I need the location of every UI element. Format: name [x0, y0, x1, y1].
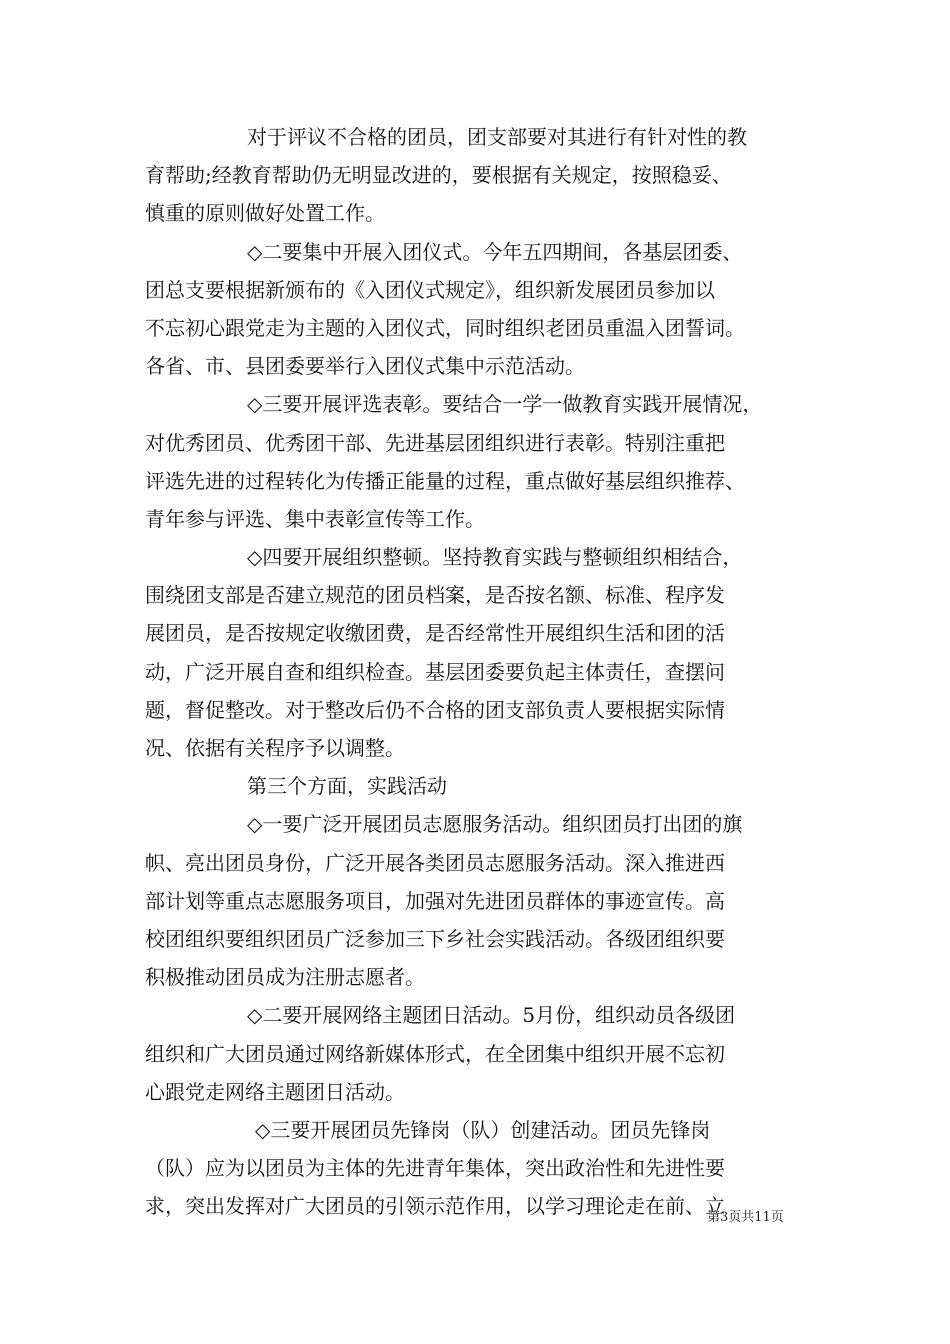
document-body — [145, 118, 825, 1225]
text-line: 积极推动团员成为注册志愿者。 — [145, 965, 425, 990]
text-line: 展团员，是否按规定收缴团费，是否经常性开展组织生活和团的活 — [145, 621, 725, 646]
text-line: 况、依据有关程序予以调整。 — [145, 736, 405, 760]
text-line: ◇三要开展团员先锋岗（队）创建活动。团员先锋岗 — [255, 1117, 711, 1142]
text-line: 各省、市、县团委要举行入团仪式集中示范活动。 — [145, 354, 585, 379]
text-line: ◇四要开展组织整顿。坚持教育实践与整顿组织相结合， — [247, 545, 743, 570]
text-line: 青年参与评选、集中表彰宣传等工作。 — [145, 506, 485, 531]
text-line: 不忘初心跟党走为主题的入团仪式，同时组织老团员重温入团誓词。 — [145, 315, 745, 340]
text-line: 围绕团支部是否建立规范的团员档案，是否按名额、标准、程序发 — [145, 583, 725, 608]
page-number-footer: 第3页共11页 — [707, 1210, 784, 1225]
text-line: 对优秀团员、优秀团干部、先进基层团组织进行表彰。特别注重把 — [145, 430, 725, 455]
text-line: 育帮助;经教育帮助仍无明显改进的，要根据有关规定，按照稳妥、 — [145, 163, 732, 188]
text-line: 动，广泛开展自查和组织检查。基层团委要负起主体责任，查摆问 — [145, 659, 725, 684]
text-line: ◇二要集中开展入团仪式。今年五四期间，各基层团委、 — [247, 239, 743, 264]
text-line: 求，突出发挥对广大团员的引领示范作用，以学习理论走在前、立 — [145, 1194, 725, 1219]
text-line: 慎重的原则做好处置工作。 — [145, 201, 385, 226]
text-line: 评选先进的过程转化为传播正能量的过程，重点做好基层组织推荐、 — [145, 468, 745, 493]
text-line: ◇二要开展网络主题团日活动。5月份，组织动员各级团 — [247, 1003, 736, 1028]
section-heading: 第三个方面，实践活动 — [247, 774, 447, 799]
text-line: 对于评议不合格的团员，团支部要对其进行有针对性的教 — [247, 125, 747, 149]
text-line: 心跟党走网络主题团日活动。 — [145, 1079, 405, 1104]
text-line: ◇一要广泛开展团员志愿服务活动。组织团员打出团的旗 — [247, 812, 743, 837]
text-line: ◇三要开展评选表彰。要结合一学一做教育实践开展情况， — [247, 392, 763, 417]
text-line: 校团组织要组织团员广泛参加三下乡社会实践活动。各级团组织要 — [145, 926, 725, 951]
text-line: 帜、亮出团员身份，广泛开展各类团员志愿服务活动。深入推进西 — [145, 850, 725, 875]
text-line: 组织和广大团员通过网络新媒体形式，在全团集中组织开展不忘初 — [145, 1041, 725, 1066]
text-line: （队）应为以团员为主体的先进青年集体，突出政治性和先进性要 — [145, 1156, 725, 1181]
text-line: 部计划等重点志愿服务项目，加强对先进团员群体的事迹宣传。高 — [145, 888, 725, 913]
text-line: 团总支要根据新颁布的《入团仪式规定》，组织新发展团员参加以 — [145, 277, 715, 302]
text-line: 题，督促整改。对于整改后仍不合格的团支部负责人要根据实际情 — [145, 697, 725, 722]
